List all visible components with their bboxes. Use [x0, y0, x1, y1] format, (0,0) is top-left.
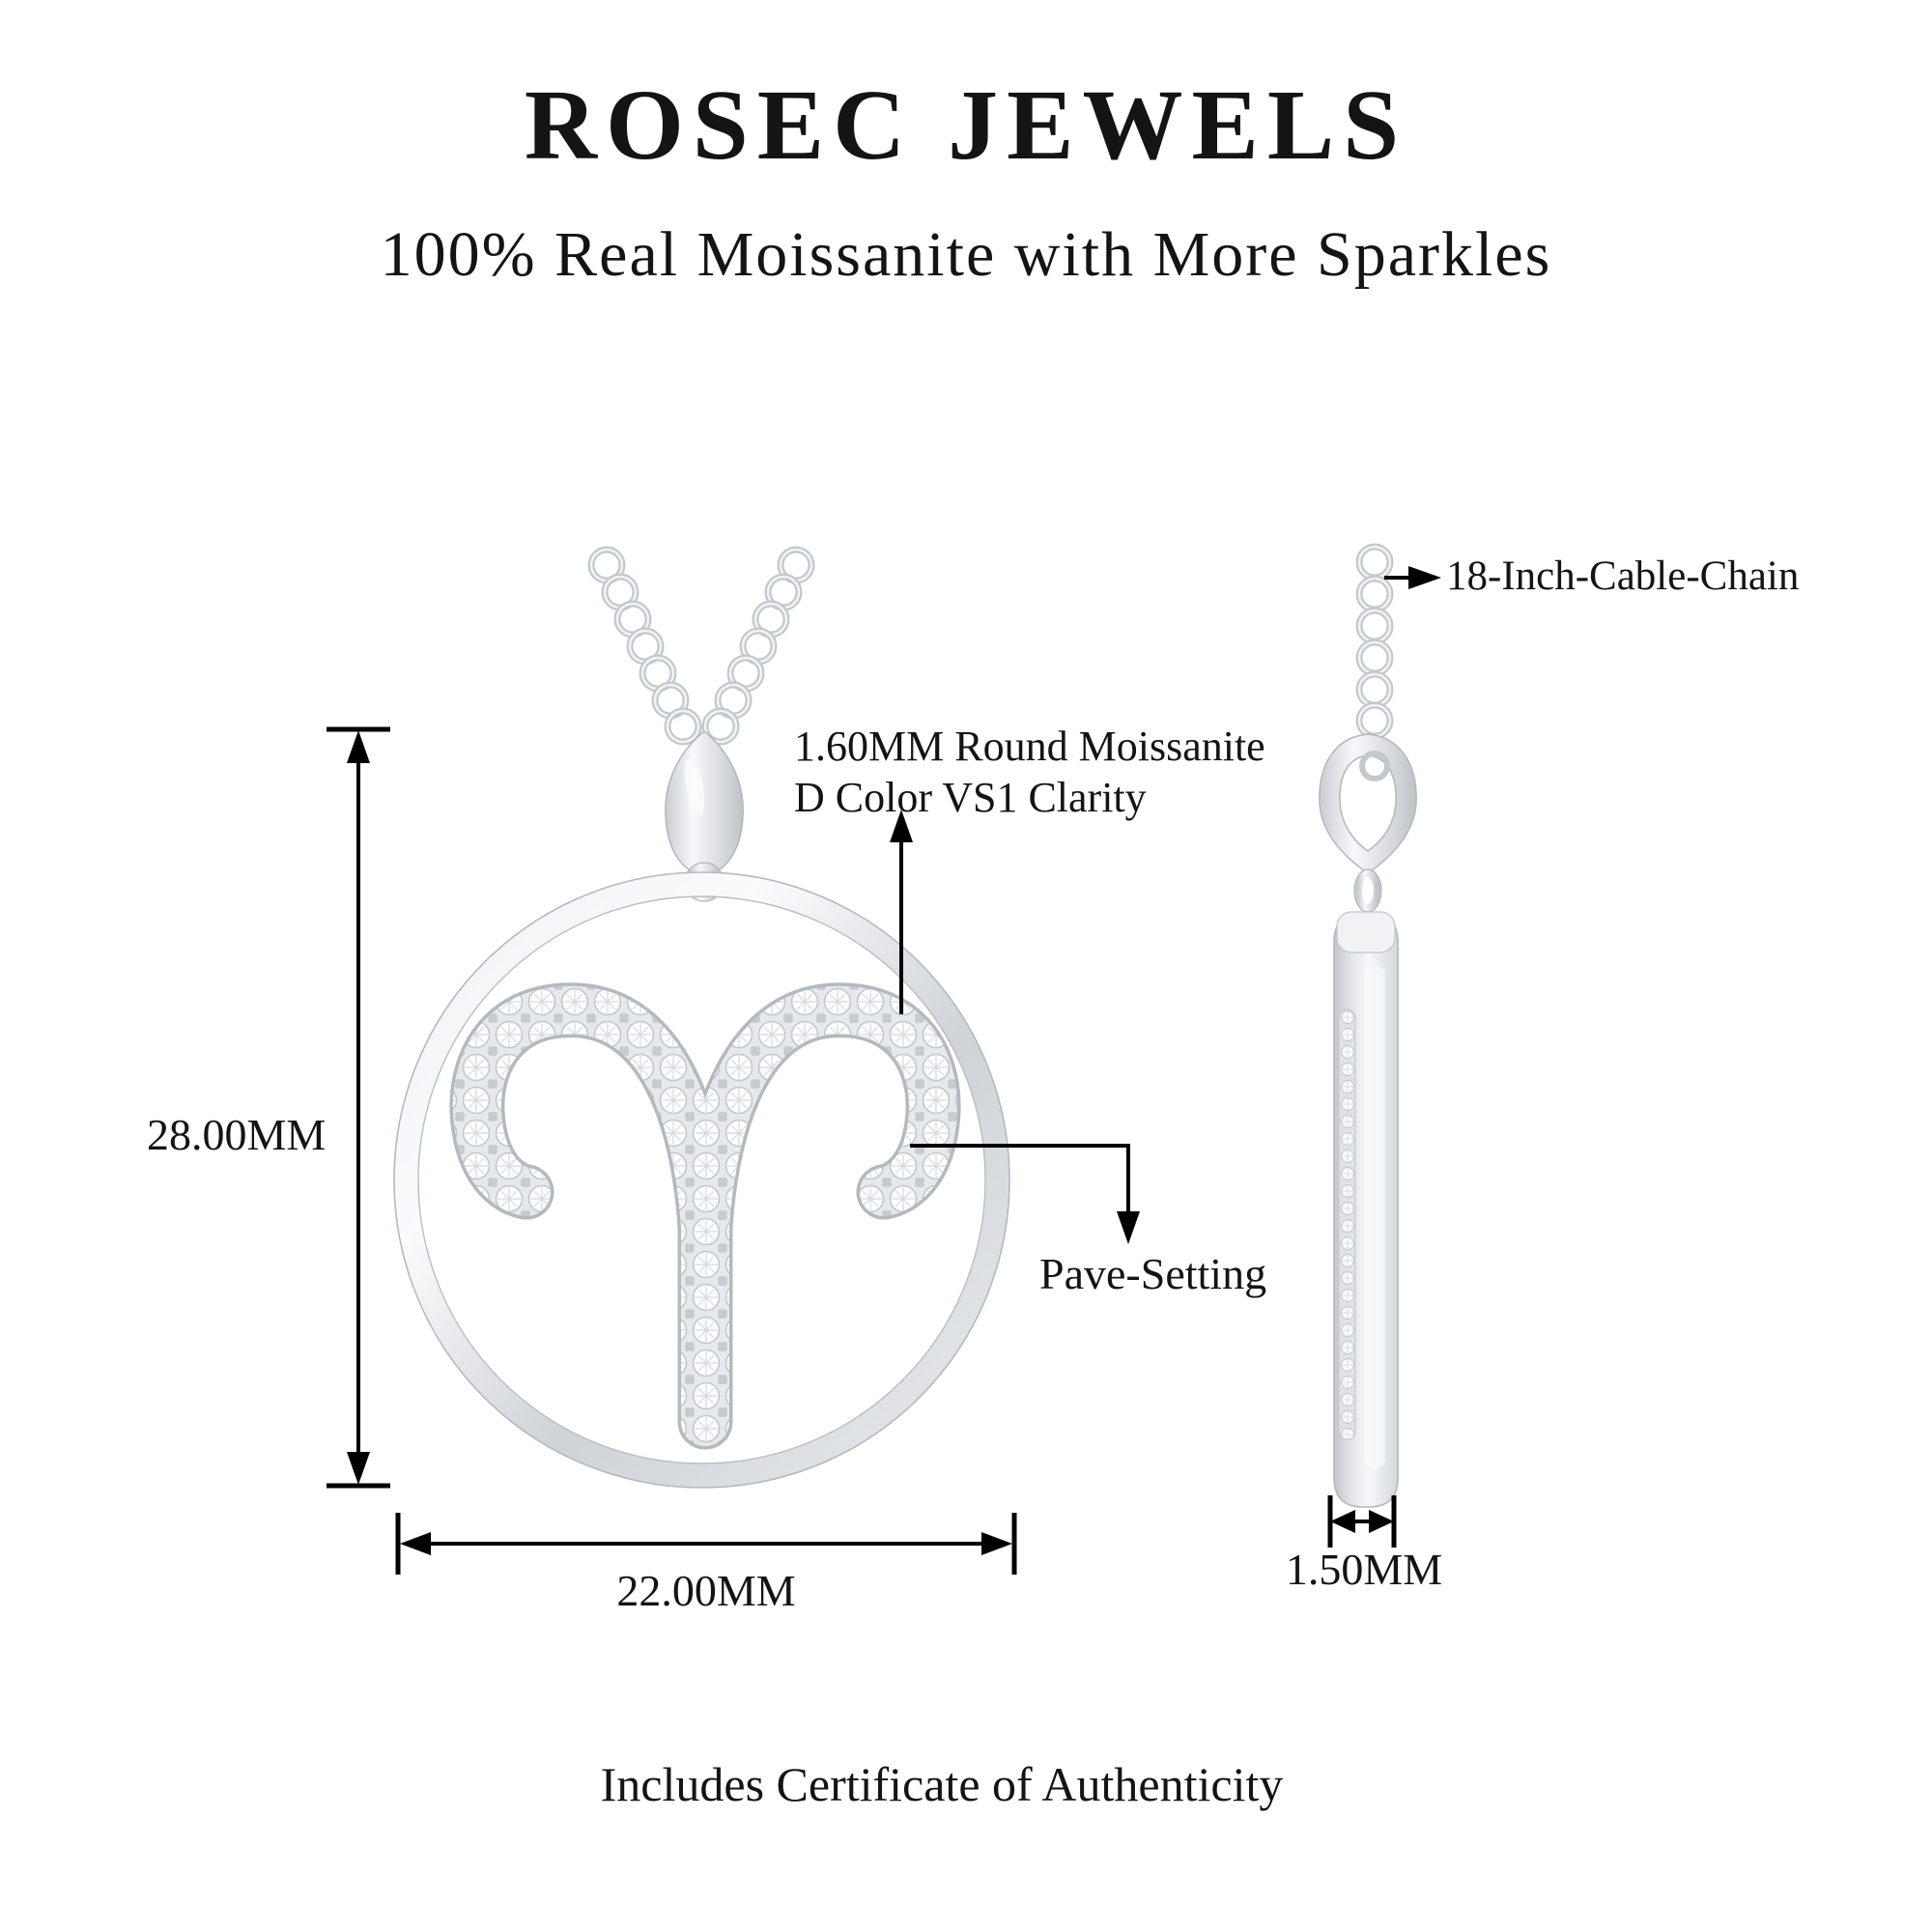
chain-annotation-label: 18-Inch-Cable-Chain — [1446, 554, 1800, 599]
aries-symbol-pave — [477, 1010, 933, 1422]
height-dimension-label: 28.00MM — [147, 1110, 327, 1159]
cable-chain-side-icon — [1359, 547, 1390, 736]
stone-annotation-line2: D Color VS1 Clarity — [794, 774, 1147, 821]
height-dimension-line — [327, 729, 390, 1486]
cable-chain-front-icon — [591, 550, 811, 742]
width-dimension-label: 22.00MM — [616, 1566, 796, 1615]
stone-annotation-label — [794, 721, 1265, 823]
thickness-dimension-label: 1.50MM — [1285, 1545, 1443, 1594]
pendant-side-profile — [1334, 912, 1398, 1507]
tagline: 100% Real Moissanite with More Sparkles — [380, 219, 1552, 290]
chain-leader-arrow — [1384, 566, 1441, 589]
stone-annotation-line1: 1.60MM Round Moissanite — [794, 723, 1265, 770]
side-view — [1320, 547, 1416, 1507]
bail-side — [1320, 734, 1416, 912]
front-view — [394, 550, 1009, 1488]
certificate-note: Includes Certificate of Authenticity — [600, 1757, 1284, 1811]
pave-setting-label: Pave-Setting — [1039, 1249, 1267, 1298]
brand-title: ROSEC JEWELS — [524, 70, 1408, 181]
